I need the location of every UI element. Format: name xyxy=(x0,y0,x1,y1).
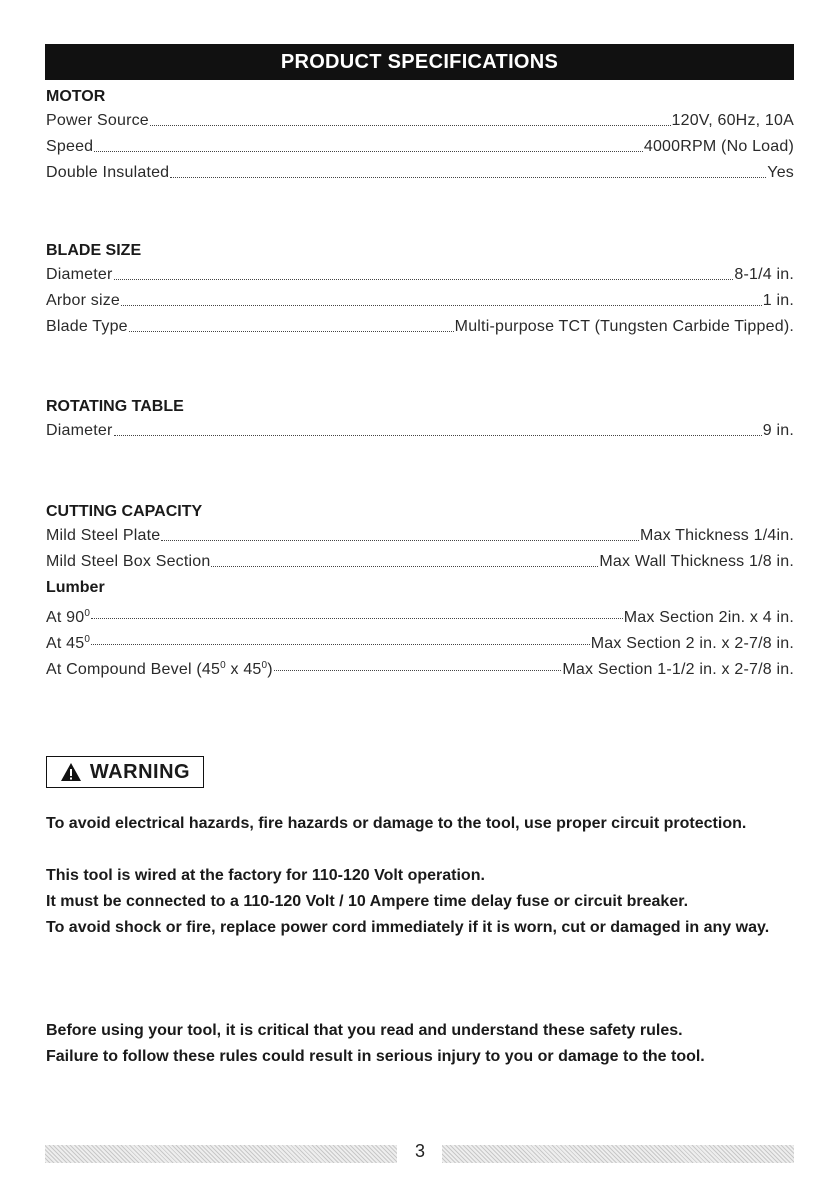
leader-dots xyxy=(129,331,454,332)
spec-row xyxy=(46,108,794,134)
spec-row xyxy=(46,601,794,627)
cutting-capacity-section xyxy=(46,501,794,679)
warning-paragraph xyxy=(46,1018,794,1070)
leader-dots xyxy=(121,305,762,306)
spec-value: 120V, 60Hz, 10A xyxy=(671,112,794,129)
spec-label: Blade Type xyxy=(46,318,128,335)
warning-label: WARNING xyxy=(89,760,191,783)
blade-section xyxy=(46,240,794,340)
spec-value: Max Wall Thickness 1/8 in. xyxy=(599,553,794,570)
motor-section xyxy=(46,86,794,186)
spec-label: At $90^0$ xyxy=(46,608,91,626)
lumber-subheading: Lumber xyxy=(46,579,105,596)
spec-label: Mild Steel Box Section xyxy=(46,553,211,570)
spec-row xyxy=(46,627,794,653)
leader-dots xyxy=(94,151,643,152)
page-title: PRODUCT SPECIFICATIONS xyxy=(45,44,794,80)
leader-dots xyxy=(91,644,590,645)
page-number: 3 xyxy=(414,1141,425,1161)
spec-label: Double Insulated xyxy=(46,164,170,181)
spec-row xyxy=(46,549,794,575)
spec-label: Power Source xyxy=(46,112,149,129)
warning-paragraph xyxy=(46,863,794,941)
section-heading: CUTTING CAPACITY xyxy=(46,503,203,520)
leader-dots xyxy=(274,670,562,671)
spec-value: 8-1/4 in. xyxy=(734,266,794,283)
spec-value: 9 in. xyxy=(762,422,794,439)
spec-value: Multi-purpose TCT (Tungsten Carbide Tipped). xyxy=(454,318,794,335)
leader-dots xyxy=(114,435,762,436)
spec-row xyxy=(46,134,794,160)
spec-label: At $45^0$ xyxy=(46,634,91,652)
spec-label: Arbor size xyxy=(46,292,121,309)
spec-row xyxy=(46,314,794,340)
spec-row xyxy=(46,160,794,186)
section-heading: BLADE SIZE xyxy=(46,242,142,259)
warning-line: Failure to follow these rules could result in serious injury to you or damage to the tool. xyxy=(46,1048,705,1065)
leader-dots xyxy=(91,618,623,619)
spec-value: Max Thickness 1/4in. xyxy=(640,527,794,544)
spec-label: At Compound Bevel ($45^0$ x $45^0$) xyxy=(46,660,273,678)
warning-line: This tool is wired at the factory for 110-120 Volt operation. xyxy=(46,867,485,884)
rotating-table-section xyxy=(46,396,794,444)
warning-triangle-icon xyxy=(60,762,82,782)
spec-label: Diameter xyxy=(46,266,113,283)
section-heading: MOTOR xyxy=(46,88,106,105)
spec-label: Mild Steel Plate xyxy=(46,527,161,544)
warning-box xyxy=(46,756,204,788)
leader-dots xyxy=(170,177,766,178)
spec-value: 1 in. xyxy=(762,292,794,309)
spec-label: Diameter xyxy=(46,422,113,439)
warning-line: To avoid electrical hazards, fire hazards or damage to the tool, use proper circuit protection. xyxy=(46,815,747,832)
spec-value: Max Section 2 in. x 2-7/8 in. xyxy=(590,635,794,652)
warning-line: To avoid shock or fire, replace power cord immediately if it is worn, cut or damaged in any way. xyxy=(46,919,770,936)
spec-row xyxy=(46,653,794,679)
leader-dots xyxy=(150,125,671,126)
spec-value: Max Section 2in. x 4 in. xyxy=(623,609,794,626)
warning-line: Before using your tool, it is critical that you read and understand these safety rules. xyxy=(46,1022,683,1039)
spec-value: 4000RPM (No Load) xyxy=(643,138,794,155)
spec-row xyxy=(46,418,794,444)
leader-dots xyxy=(211,566,598,567)
section-heading: ROTATING TABLE xyxy=(46,398,184,415)
footer-decoration-right xyxy=(442,1145,794,1163)
warning-paragraph xyxy=(46,811,794,837)
spec-value: Max Section 1-1/2 in. x 2-7/8 in. xyxy=(562,661,794,678)
leader-dots xyxy=(161,540,639,541)
spec-label: Speed xyxy=(46,138,94,155)
spec-row xyxy=(46,288,794,314)
spec-row xyxy=(46,523,794,549)
leader-dots xyxy=(114,279,734,280)
spec-value: Yes xyxy=(767,164,794,181)
footer-decoration-left xyxy=(45,1145,397,1163)
warning-line: It must be connected to a 110-120 Volt / 10 Ampere time delay fuse or circuit breaker. xyxy=(46,893,689,910)
spec-row xyxy=(46,262,794,288)
